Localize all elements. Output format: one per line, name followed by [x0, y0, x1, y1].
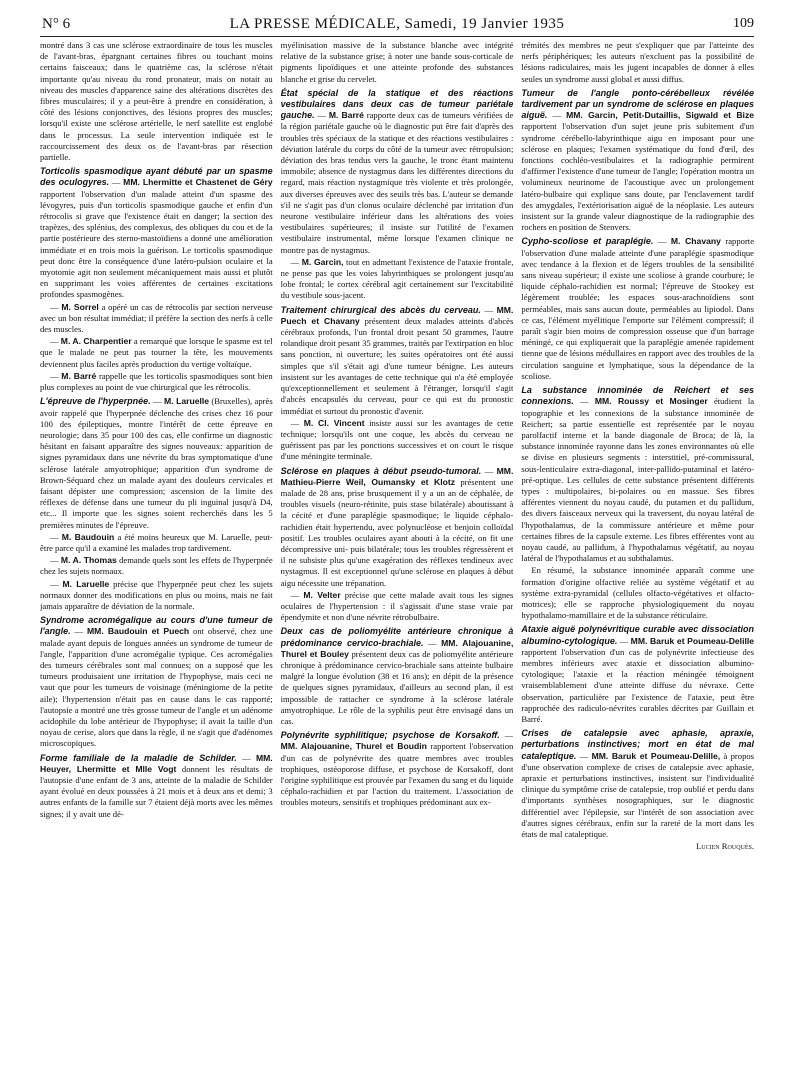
discussion-text: a été moins heureux que M. Laruelle, peut-être parce qu'il a examiné les malades trop tardivement. — [40, 531, 273, 553]
report-text: présentent deux malades atteints d'abcès cérébraux profonds, l'un frontal droit pesant 50 grammes, l'autre rolandique droit pesant 35 grammes, traités par l'extirpation en bloc sans ponction, ni ouverture; les suites opératoires ont été aussi simples que s'il s'était agi d'une tumeur bénigne. Les auteurs insistent sur les avantages de cette technique qui n'a été employée qu'exceptionnellement et seulement à l'étranger, lorsqu'il s'agit d'abcès encapsulés du cerveau, pour ce qui est du pronostic immédiat et surtout du pronostic d'avenir. — [280, 315, 514, 416]
authors: MM. Garcin, Petit-Dutaillis, Sigwald et Bize — [566, 110, 755, 121]
authors: MM. Mathieu-Pierre Weil, Oumansky et Klotz — [280, 465, 514, 487]
report-section: État spécial de la statique et des réactions vestibulaires dans deux cas de tumeur pariétale gauche. — M. Barré rapporte deux cas de tumeurs vérifiées de la région pariétale gauche où le diagnostic put être fait d'après des troubles très spéciaux de la statique et des réactions vestibulaires : déviation latérale du corps du côté de la tumeur avec rétropulsion; déviation des bras tendus vers la gauche, le tronc étant maintenu immobile; absence de nystagmus dans les différentes directions du regard, mais réaction nystagmique très violente et très prolongée, aux diverses épreuves avec des seuils très bas. L'auteur se demande s'il ne s'agit pas d'un clonus oculaire déclenché par irritation d'un neurone vestibulaire inférieur dans les altérations des voies vestibulaires supérieures; il insiste sur l'utilité de l'examen vestibulaire instrumental, même lorsque l'examen clinique ne montre pas de nystagmus. — M. Garcin, tout en admettant l'existence de l'ataxie frontale, ne pense pas que les voies labyrinthiques se prolongent jusqu'au lobe frontal; le cortex cérébral agit certainement sur l'excitabilité du vestibule sous-jacent. — [280, 87, 514, 301]
authors: MM. Alajouanine, Thurel et Bouley — [280, 637, 514, 659]
report-section: Deux cas de poliomyélite antérieure chronique à prédominance cervico-brachiale. — MM. Alajouanine, Thurel et Bouley présentent deux cas de poliomyélite antérieure chronique à prédominance cervico-brachiale sans atteinte bulbaire malgré la longue évolution (38 et 16 ans); en dépit de la présence de quelques signes pyramidaux, d'ailleurs au second plan, il est impossible de rattacher ce syndrome à la sclérose latérale amyotrophique. Le rôle de la syphilis peut être envisagé dans un cas. — [280, 626, 514, 726]
discussant: M. Barré — [61, 370, 97, 381]
report-section: L'épreuve de l'hyperpnée. — M. Laruelle (Bruxelles), après avoir rappelé que l'hyperpnée déclenche des crises chez 16 pour 100 des épileptiques, montre l'intérêt de cette épreuve en neurologie; dans 35 pour 100 des cas, elle confirme un diagnostic hésitant en faisant apparaître des signes nouveaux: apparition de signes pyramidaux dans une névrite du bras symptomatique d'une sclérose latérale amyotrophique; apparition d'un syndrome de Brown-Séquard chez un malade ayant des douleurs cervicales et faisant dépister une compression; ascension de la limite des réflexes de défense dans une tumeur du pli inguinal jusqu'à D4, etc... Il importe que les signes soient recherchés dans les 5 premières minutes de l'épreuve. — M. Baudouin a été moins heureux que M. Laruelle, peut-être parce qu'il a examiné les malades trop tardivement. — M. A. Thomas demande quels sont les effets de l'hyperpnée chez les sujets normaux. — M. Laruelle précise que l'hyperpnée peut chez les sujets normaux donner des modifications en plus ou moins, mais ne fait jamais apparaître de déviation de la normale. — [40, 396, 273, 611]
issue-number: N° 6 — [42, 16, 71, 32]
report-section: Forme familiale de la maladie de Schilder. — MM. Heuyer, Lhermitte et Mlle Vogt donnent les résultats de l'autopsie d'une enfant de 3 ans, atteinte de la maladie de Schilder ayant évolué en deux poussées à 21 mois et à deux ans et demi; 3 autres enfants de la famille sur 7 étaient déjà morts avec les mêmes signes; il y avait une dé- — [40, 752, 273, 819]
section-heading: Ataxie aiguë polynévritique curable avec dissociation albumino-cytologique. — [521, 624, 755, 646]
authors: MM. Roussy et Mosinger — [594, 396, 708, 407]
report-section: Traitement chirurgical des abcès du cerveau. — MM. Puech et Chavany présentent deux malades atteints d'abcès cérébraux profonds, l'un frontal droit pesant 50 grammes, l'autre rolandique droit pesant 35 grammes, traités par l'extirpation en bloc sans ponction, ni ouverture; les suites opératoires ont été aussi simples que s'il s'était agi d'une tumeur bénigne. Les auteurs insistent sur les avantages de cette technique qui n'a été employée qu'exceptionnellement et seulement à l'étranger, lorsqu'il s'agit d'abcès encapsulés du cerveau, pour ce qui est du pronostic immédiat et surtout du pronostic d'avenir. — M. Cl. Vincent insiste aussi sur les avantages de cette technique; lorsqu'ils ont une coque, les abcès du cerveau ne guérissent pas par les ponctions successives et on court le risque d'une méningite terminale. — [280, 304, 514, 462]
discussion-text: précise que l'hyperpnée peut chez les sujets normaux donner des modifications en plus ou moins, mais ne fait jamais apparaître de déviation de la normale. — [40, 578, 273, 611]
journal-title: LA PRESSE MÉDICALE, Samedi, 19 Janvier 1935 — [229, 16, 565, 32]
report-section: Polynévrite syphilitique; psychose de Korsakoff. — MM. Alajouanine, Thurel et Boudin rapportent l'observation d'un cas de polynévrite des quatre membres avec troubles trophiques, ostéoporose diffuse, et psychose de Korsakoff, dont l'origine syphilitique est prouvée par l'examen du sang et du liquide céphalo-rachidien et par l'action du traitement. L'association de troubles moteurs, sensitifs et trophiques prédominant aux ex- — [280, 730, 514, 808]
section-heading: Forme familiale de la maladie de Schilder. — [40, 752, 237, 763]
report-section: Syndrome acromégalique au cours d'une tumeur de l'angle. — MM. Baudouin et Puech ont observé, chez une malade ayant depuis de longues années un syndrome de tumeur de l'angle, l'apparition d'une acromégalie typique. Ces acromégalies des tumeurs cérébrales sont mal connues; on a supposé que les tumeurs produisaient une irritation de l'hypophyse, mais ceci ne vaut que pour les tumeurs de voisinage (méningiome de la petite aile); l'hypertension n'était pas en cause dans le cas rapporté; l'autopsie a montré une très grosse tumeur de l'angle et un adénome acidophile du lobe antérieur de l'hypophyse; il avait la taille d'un noyau de cerise, alors que dans la règle, il ne s'agit que d'adénomes microscopiques. — [40, 615, 273, 749]
section-heading: Torticolis spasmodique ayant débuté par un spasme des oculogyres. — [40, 166, 273, 188]
report-text: (Bruxelles), après avoir rappelé que l'hyperpnée déclenche des crises chez 16 pour 100 des épileptiques, montre l'intérêt de cette épreuve en neurologie; dans 35 pour 100 des cas, elle confirme un diagnostic hésitant en faisant apparaître des signes nouveaux: apparition de signes pyramidaux dans une névrite du bras symptomatique d'une sclérose latérale amyotrophique; apparition d'un syndrome de Brown-Séquard chez un malade ayant des douleurs cervicales et faisant dépister une compression; ascension de la limite des réflexes de défense dans une tumeur du pli inguinal jusqu'à D4, etc... Il importe que les signes soient recherchés dans les 5 premières minutes de l'épreuve. — [40, 396, 273, 530]
column-1 — [40, 40, 273, 1076]
discussion-text: insiste aussi sur les avantages de cette technique; lorsqu'ils ont une coque, les abcès du cerveau ne guérissent pas par les ponctions successives et on court le risque d'une méningite terminale. — [280, 417, 514, 462]
discussion-text: a remarqué que lorsque le spasme est tel que le malade ne peut pas tourner la tête, les mouvements deviennent plus faciles après production du vertige voltaïque. — [40, 336, 273, 369]
report-text: ont observé, chez une malade ayant depuis de longues années un syndrome de tumeur de l'angle, l'apparition d'une acromégalie typique. Ces acromégalies des tumeurs cérébrales sont mal connues; on a supposé que les tumeurs produisaient une irritation de l'hypophyse, mais ceci ne vaut que pour les tumeurs de voisinage (méningiome de la petite aile); l'hypertension n'était pas en cause dans le cas rapporté; l'autopsie a montré une très grosse tumeur de l'angle et un adénome acidophile du lobe antérieur de l'hypophyse; il avait la taille d'un noyau de cerise, alors que dans la règle, il ne s'agit que d'adénomes microscopiques. — [40, 626, 273, 749]
discussant: M. Cl. Vincent — [303, 417, 365, 428]
section-heading: La substance innominée de Reichert et ses connexions. — [521, 385, 755, 407]
section-heading: Cypho-scoliose et paraplégie. — [521, 236, 654, 247]
section-heading: Deux cas de poliomyélite antérieure chronique à prédominance cervico-brachiale. — [280, 626, 514, 648]
section-heading: Syndrome acromégalique au cours d'une tumeur de l'angle. — [40, 615, 273, 637]
authors: MM. Heuyer, Lhermitte et Mlle Vogt — [40, 752, 273, 774]
report-section: Ataxie aiguë polynévritique curable avec dissociation albumino-cytologique. — MM. Baruk et Poumeau-Delille rapportent l'observation d'un cas de polynévrite infectieuse des membres inférieurs avec ataxie et dissociation albumino-cytologique; l'ataxie et la réaction méningée témoignent vraisemblablement d'une atteinte diffuse du névraxe. Cette observation, particulière par l'existence de l'ataxie, peut être rapprochée des radiculo-névrites curables décrites par Guillain et Barré. — [521, 624, 755, 724]
report-section: Cypho-scoliose et paraplégie. — M. Chavany rapporte l'observation d'une malade atteinte d'une paraplégie spasmodique avec tendance à la flexion et de légers troubles de la sensibilité sans niveau supérieur; il existe une scoliose à grande courbure; le liquide céphalo-rachidien est normal; l'épreuve de Stookey est légèrement troublée; les espaces sous-arachnoïdiens sont perméables, mais sans aucun doute, perméables au lipiodol. Dans ce cas, l'élément myélitique l'emporte sur l'élément compressif; il paraît s'agir bien moins de compression osseuse que d'un barrage méningé, ce qui expliquerait que la paraplégie amenée rapidement tienne que de lésions médullaires en rapport avec des troubles de la circulation sanguine et lymphatique, sous la dépendance de la scoliose. — [521, 236, 755, 381]
discussant: M. A. Thomas — [60, 555, 117, 566]
section-heading: Crises de catalepsie avec aphasie, apraxie, perturbations instinctives; mort en état de mal cataleptique. — [521, 728, 755, 761]
report-text: rapportent l'observation d'un cas de polynévrite infectieuse des membres inférieurs avec ataxie et dissociation albumino-cytologique; l'ataxie et la réaction méningée témoignent vraisemblablement d'une atteinte diffuse du névraxe. Cette observation, particulière par l'existence de l'ataxie, peut être rapprochée des radiculo-névrites curables décrites par Guillain et Barré. — [521, 646, 755, 724]
report-section: Torticolis spasmodique ayant débuté par un spasme des oculogyres. — MM. Lhermitte et Chastenet de Géry rapportent l'observation d'un malade atteint d'un spasme des lévogyres, puis d'un torticolis spasmodique gauche et enfin d'un rétrocolis si grave que l'existence était en danger; la section des trapèzes, des splénius, des complexus, des obliques du cou et de la partie postérieure des sterno-mastoïdiens a donné une amélioration immédiate et en trois mois la guérison. Le torticolis spasmodique peut donc être la conséquence d'une latéro-pulsion oculaire et la myotomie agit non seulement mécaniquement mais aussi et plutôt en supprimant les voies afférentes de certaines excitations profondes spasmogènes. — M. Sorrel a opéré un cas de rétrocolis par section nerveuse avec un bon résultat immédiat; il préfère la section des nerfs à celle des muscles. — M. A. Charpentier a remarqué que lorsque le spasme est tel que le malade ne peut pas tourner la tête, les mouvements deviennent plus faciles après production du vertige voltaïque. — M. Barré rappelle que les torticolis spasmodiques sont bien plus complexes au point de vue chirurgical que les rétrocolis. — [40, 166, 273, 393]
authors: MM. Baruk et Poumeau-Delille — [630, 635, 755, 646]
report-text: rapportent l'observation d'un sujet jeune pris subitement d'un syndrome cérébello-labyrinthique aigu en imposant pour une sclérose en plaques; l'examen systématique du fond d'œil, des fonctions cochléo-vestibulaires et la radiographie permirent d'affirmer l'existence d'une tumeur de l'angle; l'opération montra un volumineux neurinome de l'acoustique avec un prolongement latéro-bulbaire qui explique sans doute, par l'enclavement tardif des amygdales, l'extériorisation aiguë de la néoplasie. Les auteurs insistent sur la grande valeur diagnostique de la radiographie des rochers en position de Stenvers. — [521, 121, 755, 233]
discussant: M. Sorrel — [61, 301, 99, 312]
report-text: présentent deux cas de poliomyélite antérieure chronique à prédominance cervico-brachiale sans atteinte bulbaire malgré la longue évolution (38 et 16 ans); en dépit de la présence de quelques signes pyramidaux, d'ailleurs au second plan, il est impossible de rattacher ce syndrome à la sclérose latérale amyotrophique. Le rôle de la syphilis peut être envisagé dans un cas. — [280, 648, 514, 726]
report-text: rapportent l'observation d'un cas de polynévrite des quatre membres avec troubles trophiques, ostéoporose diffuse, et psychose de Korsakoff, dont l'origine syphilitique est prouvée par l'examen du sang et du liquide céphalo-rachidien et par l'action du traitement. L'association de troubles moteurs, sensitifs et trophiques prédominant aux ex- — [280, 741, 514, 808]
paragraph: myélinisation massive de la substance blanche avec intégrité relative de la substance grise; à noter une bande sous-corticale de pigments lipoïdiques et une atteinte profonde des substances blanche et grise du cervelet. — [280, 40, 514, 84]
page-number: 109 — [733, 16, 754, 31]
report-section: Tumeur de l'angle ponto-cérébelleux révélée tardivement par un syndrome de sclérose en plaques aiguë. — MM. Garcin, Petit-Dutaillis, Sigwald et Bize rapportent l'observation d'un sujet jeune pris subitement d'un syndrome cérébello-labyrinthique aigu en imposant pour une sclérose en plaques; l'examen systématique du fond d'œil, des fonctions cochléo-vestibulaires et la radiographie permirent d'affirmer l'existence d'une tumeur de l'angle; l'opération montra un volumineux neurinome de l'acoustique avec un prolongement latéro-bulbaire qui explique sans doute, par l'enclavement tardif des amygdales, l'extériorisation aiguë de la néoplasie. Les auteurs insistent sur la grande valeur diagnostique de la radiographie des rochers en position de Stenvers. — [521, 87, 755, 233]
column-3 — [521, 40, 754, 1076]
discussion-text: rappelle que les torticolis spasmodiques sont bien plus complexes au point de vue chirurgical que les rétrocolis. — [40, 370, 273, 393]
discussion-text: a opéré un cas de rétrocolis par section nerveuse avec un bon résultat immédiat; il préfère la section des nerfs à celle des muscles. — [40, 301, 273, 335]
page-header — [40, 14, 754, 37]
discussion-text: demande quels sont les effets de l'hyperpnée chez les sujets normaux. — [40, 555, 273, 577]
report-text: à propos d'une observation complexe de crises de catalepsie avec aphasie, apraxie et perturbations instinctives, insistent sur l'individualité clinique du symptôme crise de catalepsie, trop oublié et perdu dans d'importants synthèses nosographiques, sur le diagnostic différentiel avec l'épilepsie, sur l'intérêt de son association avec d'autres signes cérébraux, enfin sur la rareté de la mort dans les états de mal cataleptique. — [521, 750, 755, 840]
section-heading: Traitement chirurgical des abcès du cerveau. — [280, 304, 481, 315]
column-2 — [281, 40, 514, 1076]
discussion-text: tout en admettant l'existence de l'ataxie frontale, ne pense pas que les voies labyrinthiques se prolongent jusqu'au lobe frontal; le cortex cérébral agit certainement sur l'excitabilité du vestibule sous-jacent. — [280, 256, 514, 301]
discussant: M. Laruelle — [62, 578, 110, 589]
paragraph: En résumé, la substance innominée apparaît comme une formation d'origine olfactive reliée au système végétatif et au système extra-pyramidal (cellules olfacto-végétatives et olfacto-motrices); elle se rapproche physiologiquement du noyau hypothalamo-mamillaire et de la substance réticulaire. — [521, 565, 755, 621]
discussant: M. Velter — [303, 589, 341, 600]
authors: MM. Lhermitte et Chastenet de Géry — [123, 177, 273, 188]
report-text: donnent les résultats de l'autopsie d'une enfant de 3 ans, atteinte de la maladie de Schilder ayant évolué en deux poussées à 21 mois et à deux ans et demi; 3 autres enfants de la famille sur 7 étaient déjà morts avec les mêmes signes; il y avait une dé- — [40, 763, 273, 819]
discussant: M. A. Charpentier — [60, 336, 132, 347]
report-text: rapporte l'observation d'une malade atteinte d'une paraplégie spasmodique avec tendance à la flexion et de légers troubles de la sensibilité sans niveau supérieur; il existe une scoliose à grande courbure; le liquide céphalo-rachidien est normal; l'épreuve de Stookey est légèrement troublée; les espaces sous-arachnoïdiens sont perméables, mais sans aucun doute, perméables au lipiodol. Dans ce cas, l'élément myélitique l'emporte sur l'élément compressif; il paraît s'agir bien moins de compression osseuse que d'un barrage méningé, ce qui expliquerait que la paraplégie amenée rapidement tienne que de lésions médullaires en rapport avec des troubles de la circulation sanguine et lymphatique, sous la dépendance de la scoliose. — [521, 236, 755, 381]
discussion-text: précise que cette malade avait tous les signes oculaires de l'hypertension : il s'agissait d'une stase vraie par épendymite et non d'une névrite rétrobulbaire. — [280, 589, 514, 623]
discussant: M. Baudouin — [61, 531, 115, 542]
report-section: Crises de catalepsie avec aphasie, apraxie, perturbations instinctives; mort en état de mal cataleptique. — MM. Baruk et Poumeau-Delille, à propos d'une observation complexe de crises de catalepsie avec aphasie, apraxie et perturbations instinctives, insistent sur l'individualité clinique du symptôme crise de catalepsie, trop oublié et perdu dans d'importants synthèses nosographiques, sur le diagnostic différentiel avec l'épilepsie, sur l'intérêt de son association avec d'autres signes cérébraux, enfin sur la rareté de la mort dans les états de mal cataleptique. Lucien Rouquès. — [521, 728, 755, 852]
authors: MM. Alajouanine, Thurel et Boudin — [280, 741, 427, 752]
section-heading: État spécial de la statique et des réactions vestibulaires dans deux cas de tumeur pariétale gauche. — [280, 87, 514, 121]
report-text: présentent une malade de 28 ans, prise brusquement il y a un an de céphalée, de troubles visuels (neuro-rétinite, puis stase bilatérale) aboutissant à la cécité et d'une paraplégie spasmodique; le liquide céphalo-rachidien était hypertendu, avec polynucléose et benjoin colloïdal positif. Les troubles oculaires ayant abouti à la cécité, on fit une décompressive uni- puis bilatérale; tous les troubles régressèrent et il ne subsiste plus qu'une exagération des réflexes tendineux avec nystagmus. Il est exceptionnel qu'une sclérose en plaques à début aigu nécessite une trépanation. — [280, 476, 514, 588]
report-text: rapportent l'observation d'un malade atteint d'un spasme des lévogyres, puis d'un torticolis spasmodique gauche et enfin d'un rétrocolis si grave que l'existence était en danger; la section des trapèzes, des splénius, des complexus, des obliques du cou et de la partie postérieure des sterno-mastoïdiens a donné une amélioration immédiate et en trois mois la guérison. Le torticolis spasmodique peut donc être la conséquence d'une latéro-pulsion oculaire et la myotomie agit non seulement mécaniquement mais aussi et plutôt en supprimant les voies afférentes de certaines excitations profondes spasmogènes. — [40, 188, 273, 300]
discussant: M. Garcin, — [301, 256, 344, 267]
report-section: Sclérose en plaques à début pseudo-tumoral. — MM. Mathieu-Pierre Weil, Oumansky et Klotz présentent une malade de 28 ans, prise brusquement il y a un an de céphalée, de troubles visuels (neuro-rétinite, puis stase bilatérale) aboutissant à la cécité et d'une paraplégie spasmodique; le liquide céphalo-rachidien était hypertendu, avec polynucléose et benjoin colloïdal positif. Les troubles oculaires ayant abouti à la cécité, on fit une décompressive uni- puis bilatérale; tous les troubles régressèrent et il ne subsiste plus qu'une exagération des réflexes tendineux avec nystagmus. Il est exceptionnel qu'une sclérose en plaques à début aigu nécessite une trépanation. — M. Velter précise que cette malade avait tous les signes oculaires de l'hypertension : il s'agissait d'une stase vraie par épendymite et non d'une névrite rétrobulbaire. — [280, 465, 514, 623]
authors: M. Barré — [328, 110, 364, 121]
authors: M. Chavany — [670, 236, 721, 247]
article-columns — [40, 40, 754, 1076]
section-heading: Tumeur de l'angle ponto-cérébelleux révélée tardivement par un syndrome de sclérose en plaques aiguë. — [521, 87, 755, 121]
paragraph: montré dans 3 cas une sclérose extraordinaire de tous les muscles de l'avant-bras, épargnant certaines fibres ou touchant moins certains faisceaux; dans le quatrième cas, la sclérose n'était importante qu'au niveau du rond pronateur, mais on notait au niveau des muscles d'apparence saine des altérations discrètes des fibres musculaires; il y a peut-être à prendre en considération, à côté des lésions conjonctives, des lésions propres des muscles; lorsqu'il existe une sclérose artérielle, le nerf satellite est englobé dans le processus. La seule intervention indiquée est le raccourcissement des deux os de l'avant-bras par résection partielle. — [40, 40, 273, 163]
report-text: rapporte deux cas de tumeurs vérifiées de la région pariétale gauche où le diagnostic put être fait d'après des troubles très spéciaux de la statique et des réactions vestibulaires : déviation latérale du corps du côté de la tumeur avec rétropulsion; déviation des bras tendus vers la gauche, le tronc étant maintenu immobile; absence de nystagmus dans les différentes directions du regard, mais réaction nystagmique très violente et très prolongée, aux diverses épreuves avec des seuils très bas. L'auteur se demande s'il ne s'agit pas d'un clonus oculaire déclenché par irritation d'un neurone vestibulaire inférieur dans les altérations des voies vestibulaires supérieures; il insiste sur l'utilité de l'examen vestibulaire instrumental, même lorsque l'examen clinique ne montre pas de nystagmus. — [280, 110, 514, 255]
section-heading: L'épreuve de l'hyperpnée. — [40, 396, 151, 407]
section-heading: Sclérose en plaques à début pseudo-tumoral. — [280, 465, 482, 476]
report-text: étudient la topographie et les connexions de la substance innominée de Reichert; sa partie essentielle est représentée par le noyau parolfactif interne et la bande diagonale de Broca; de là, la substance innominée rayonne dans les zones environnantes où elle se divise en plusieurs segments : interstitiel, pré-commissural, sous-lenticulaire extra-diagonal, inter-pallido-putaminal et latéro-pré-optique. Les cellules de cette substance présentent différents types : multipolaires, bi-polaires ou en massue. Ses fibres afférentes viennent du noyau caudé, du putamen et du pallidum, des divers faisceaux nerveux qui la traversent, du noyau latéral de l'hypothalamus, de la commissure antérieure et même pour certaines fibres de la capsule externe. Les fibres efférentes vont au noyau caudé, au pallidum, à l'hypothalamus végétatif, au noyau latéral de l'hypothalamus et au subthalamus. — [521, 396, 755, 564]
section-heading: Polynévrite syphilitique; psychose de Korsakoff. — [280, 730, 500, 741]
authors: MM. Puech et Chavany — [280, 304, 514, 326]
paragraph: trémités des membres ne peut s'expliquer que par l'atteinte des nerfs périphériques; les auteurs n'excluent pas la possibilité de lésions radiculaires, mais les jugent incapables de donner à elles seules un syndrome aussi global et aussi diffus. — [521, 40, 755, 84]
authors: MM. Baudouin et Puech — [87, 626, 190, 637]
authors: MM. Baruk et Poumeau-Delille, — [591, 750, 721, 761]
authors: M. Laruelle — [163, 396, 210, 407]
author-signature: Lucien Rouquès. — [696, 841, 755, 852]
report-section: La substance innominée de Reichert et ses connexions. — MM. Roussy et Mosinger étudient la topographie et les connexions de la substance innominée de Reichert; sa partie essentielle est représentée par le noyau parolfactif interne et la bande diagonale de Broca; de là, la substance innominée rayonne dans les zones environnantes où elle se divise en plusieurs segments : interstitiel, pré-commissural, sous-lenticulaire extra-diagonal, inter-pallido-putaminal et latéro-pré-optique. Les cellules de cette substance présentent différents types : multipolaires, bi-polaires ou en massue. Ses fibres afférentes viennent du noyau caudé, du putamen et du pallidum, des divers faisceaux nerveux qui la traversent, du noyau latéral de l'hypothalamus, de la commissure antérieure et même pour certaines fibres de la capsule externe. Les fibres efférentes vont au noyau caudé, au pallidum, à l'hypothalamus végétatif, au noyau latéral de l'hypothalamus et au subthalamus. En résumé, la substance innominée apparaît comme une formation d'origine olfactive reliée au système végétatif et au système extra-pyramidal (cellules olfacto-végétatives et olfacto-motrices); elle se rapproche physiologiquement du noyau hypothalamo-mamillaire et de la substance réticulaire. — [521, 385, 755, 621]
